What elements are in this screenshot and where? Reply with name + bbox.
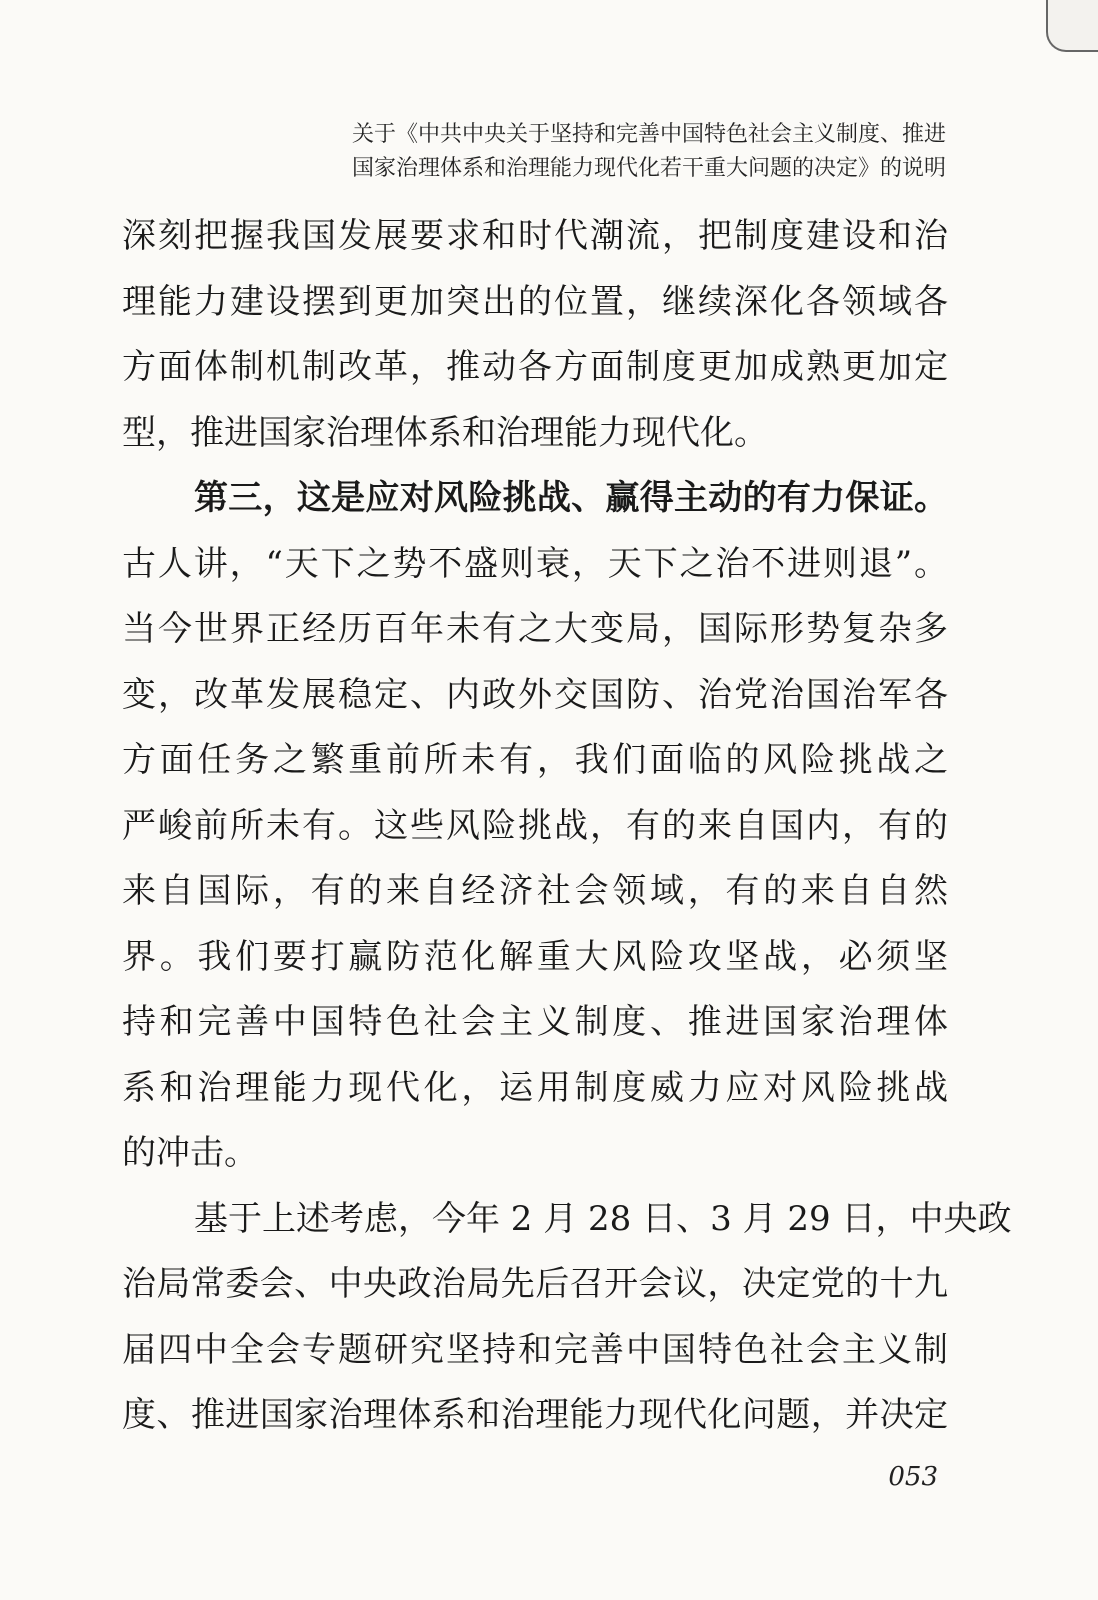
body-line: 来自国际，有的来自经济社会领域，有的来自自然: [122, 871, 948, 911]
body-line: 方面体制机制改革，推动各方面制度更加成熟更加定: [122, 347, 948, 387]
body-line: 古人讲，“天下之势不盛则衰，天下之治不进则退”。: [122, 543, 948, 584]
body-line: 型，推进国家治理体系和治理能力现代化。: [122, 412, 768, 453]
body-line: 界。我们要打赢防范化解重大风险攻坚战，必须坚: [122, 936, 948, 977]
body-text: [122, 204, 1012, 1449]
body-line: 深刻把握我国发展要求和时代潮流，把制度建设和治: [122, 216, 948, 256]
body-line: 度、推进国家治理体系和治理能力现代化问题，并决定: [122, 1395, 948, 1435]
body-line: 方面任务之繁重前所未有，我们面临的风险挑战之: [122, 740, 948, 780]
body-line: 届四中全会专题研究坚持和完善中国特色社会主义制: [122, 1329, 948, 1370]
body-line: 持和完善中国特色社会主义制度、推进国家治理体: [122, 1002, 948, 1042]
page-number: 053: [888, 1462, 938, 1492]
body-line: 变，改革发展稳定、内政外交国防、治党治国治军各: [122, 674, 948, 715]
page-corner-fold: [1046, 0, 1098, 52]
paragraph-start-line: 基于上述考虑，今年 2 月 28 日、3 月 29 日，中央政: [194, 1198, 1012, 1239]
body-line: 理能力建设摆到更加突出的位置，继续深化各领域各: [122, 281, 948, 322]
body-line: 的冲击。: [122, 1133, 258, 1173]
body-line: 严峻前所未有。这些风险挑战，有的来自国内，有的: [122, 805, 948, 846]
running-head: [352, 118, 946, 186]
body-line: 系和治理能力现代化，运用制度威力应对风险挑战: [122, 1067, 948, 1108]
body-line: 治局常委会、中央政治局先后召开会议，决定党的十九: [122, 1264, 948, 1304]
running-head-line-1: 关于《中共中央关于坚持和完善中国特色社会主义制度、推进: [351, 122, 946, 147]
section-heading-line: 第三，这是应对风险挑战、赢得主动的有力保证。: [194, 478, 948, 518]
body-line: 当今世界正经历百年未有之大变局，国际形势复杂多: [122, 609, 948, 649]
running-head-line-2: 国家治理体系和治理能力现代化若干重大问题的决定》的说明: [351, 156, 946, 181]
